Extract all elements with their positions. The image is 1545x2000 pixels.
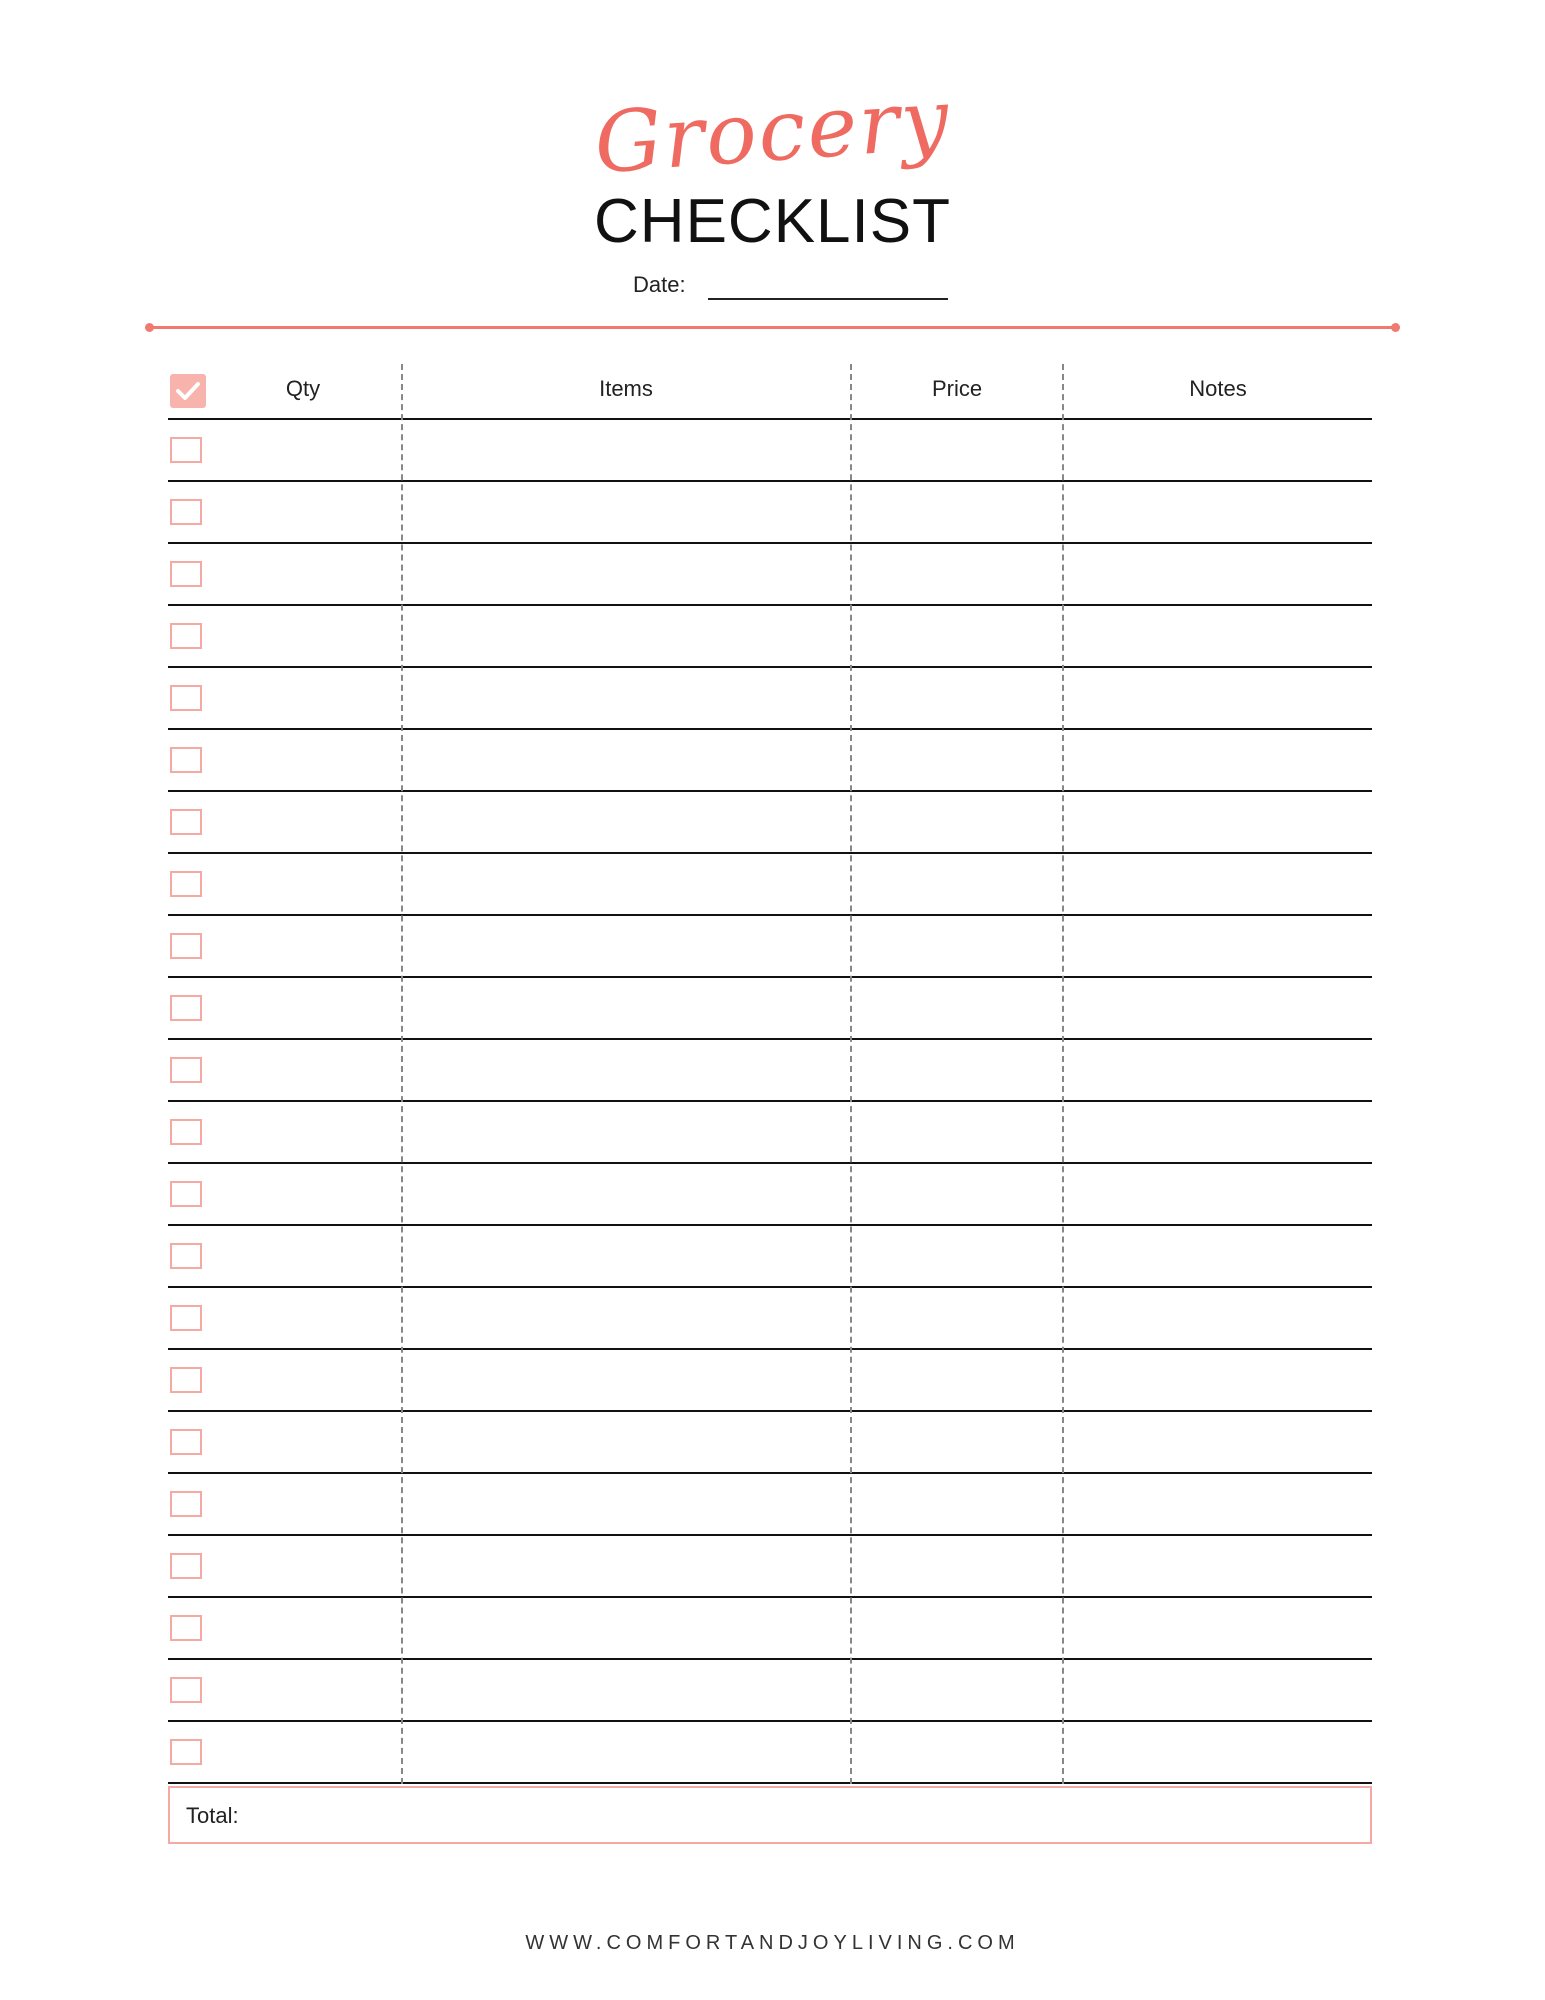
row-check-cell [170, 1491, 202, 1517]
checkmark-icon [170, 374, 206, 408]
table-row [168, 916, 1372, 978]
table-row [168, 792, 1372, 854]
row-checkbox[interactable] [170, 809, 202, 835]
table-row [168, 1040, 1372, 1102]
table-row [168, 854, 1372, 916]
row-checkbox[interactable] [170, 1057, 202, 1083]
column-divider-price-notes [1062, 364, 1064, 1784]
table-row [168, 606, 1372, 668]
row-checkbox[interactable] [170, 933, 202, 959]
header-divider [149, 326, 1395, 329]
table-row [168, 1722, 1372, 1784]
date-label: Date: [633, 272, 686, 297]
table-row [168, 1350, 1372, 1412]
column-divider-items-price [850, 364, 852, 1784]
table-row [168, 1598, 1372, 1660]
row-checkbox[interactable] [170, 623, 202, 649]
row-checkbox[interactable] [170, 561, 202, 587]
row-check-cell [170, 499, 202, 525]
row-check-cell [170, 871, 202, 897]
table-body [168, 420, 1372, 1784]
row-checkbox[interactable] [170, 1677, 202, 1703]
row-checkbox[interactable] [170, 1553, 202, 1579]
row-checkbox[interactable] [170, 1429, 202, 1455]
row-check-cell [170, 1181, 202, 1207]
row-checkbox[interactable] [170, 1119, 202, 1145]
table-row [168, 668, 1372, 730]
row-checkbox[interactable] [170, 1615, 202, 1641]
row-check-cell [170, 685, 202, 711]
row-checkbox[interactable] [170, 1305, 202, 1331]
header-check-cell [170, 374, 206, 408]
footer-website: WWW.COMFORTANDJOYLIVING.COM [525, 1932, 1020, 1954]
row-checkbox[interactable] [170, 437, 202, 463]
row-check-cell [170, 1739, 202, 1765]
row-checkbox[interactable] [170, 1491, 202, 1517]
table-row [168, 420, 1372, 482]
row-check-cell [170, 995, 202, 1021]
table-row [168, 1226, 1372, 1288]
row-checkbox[interactable] [170, 1367, 202, 1393]
row-check-cell [170, 561, 202, 587]
row-checkbox[interactable] [170, 747, 202, 773]
column-header-price: Price [931, 376, 983, 401]
table-row [168, 1288, 1372, 1350]
table-row [168, 978, 1372, 1040]
row-check-cell [170, 809, 202, 835]
table-row [168, 544, 1372, 606]
checklist-table [168, 364, 1372, 1784]
divider-dot-left [145, 323, 154, 332]
table-row [168, 1102, 1372, 1164]
row-check-cell [170, 1305, 202, 1331]
row-checkbox[interactable] [170, 995, 202, 1021]
column-header-qty: Qty [285, 376, 321, 401]
table-row [168, 730, 1372, 792]
row-check-cell [170, 1243, 202, 1269]
table-row [168, 1660, 1372, 1722]
table-row [168, 1536, 1372, 1598]
page-title: CHECKLIST [594, 187, 951, 256]
row-checkbox[interactable] [170, 871, 202, 897]
row-check-cell [170, 1553, 202, 1579]
row-checkbox[interactable] [170, 499, 202, 525]
divider-dot-right [1391, 323, 1400, 332]
row-check-cell [170, 933, 202, 959]
row-checkbox[interactable] [170, 685, 202, 711]
row-check-cell [170, 623, 202, 649]
row-checkbox[interactable] [170, 1243, 202, 1269]
date-field[interactable] [708, 298, 948, 300]
column-divider-qty-items [401, 364, 403, 1784]
row-check-cell [170, 1119, 202, 1145]
row-check-cell [170, 1367, 202, 1393]
row-check-cell [170, 437, 202, 463]
row-check-cell [170, 747, 202, 773]
column-header-notes: Notes [1189, 376, 1247, 401]
table-row [168, 482, 1372, 544]
row-check-cell [170, 1429, 202, 1455]
script-title: Grocery [591, 69, 954, 193]
table-row [168, 1412, 1372, 1474]
row-check-cell [170, 1057, 202, 1083]
table-header-row [168, 364, 1372, 420]
row-checkbox[interactable] [170, 1739, 202, 1765]
table-row [168, 1474, 1372, 1536]
total-label: Total: [186, 1803, 239, 1828]
row-check-cell [170, 1615, 202, 1641]
row-checkbox[interactable] [170, 1181, 202, 1207]
table-row [168, 1164, 1372, 1226]
column-header-items: Items [599, 376, 653, 401]
row-check-cell [170, 1677, 202, 1703]
total-box[interactable] [168, 1786, 1372, 1844]
